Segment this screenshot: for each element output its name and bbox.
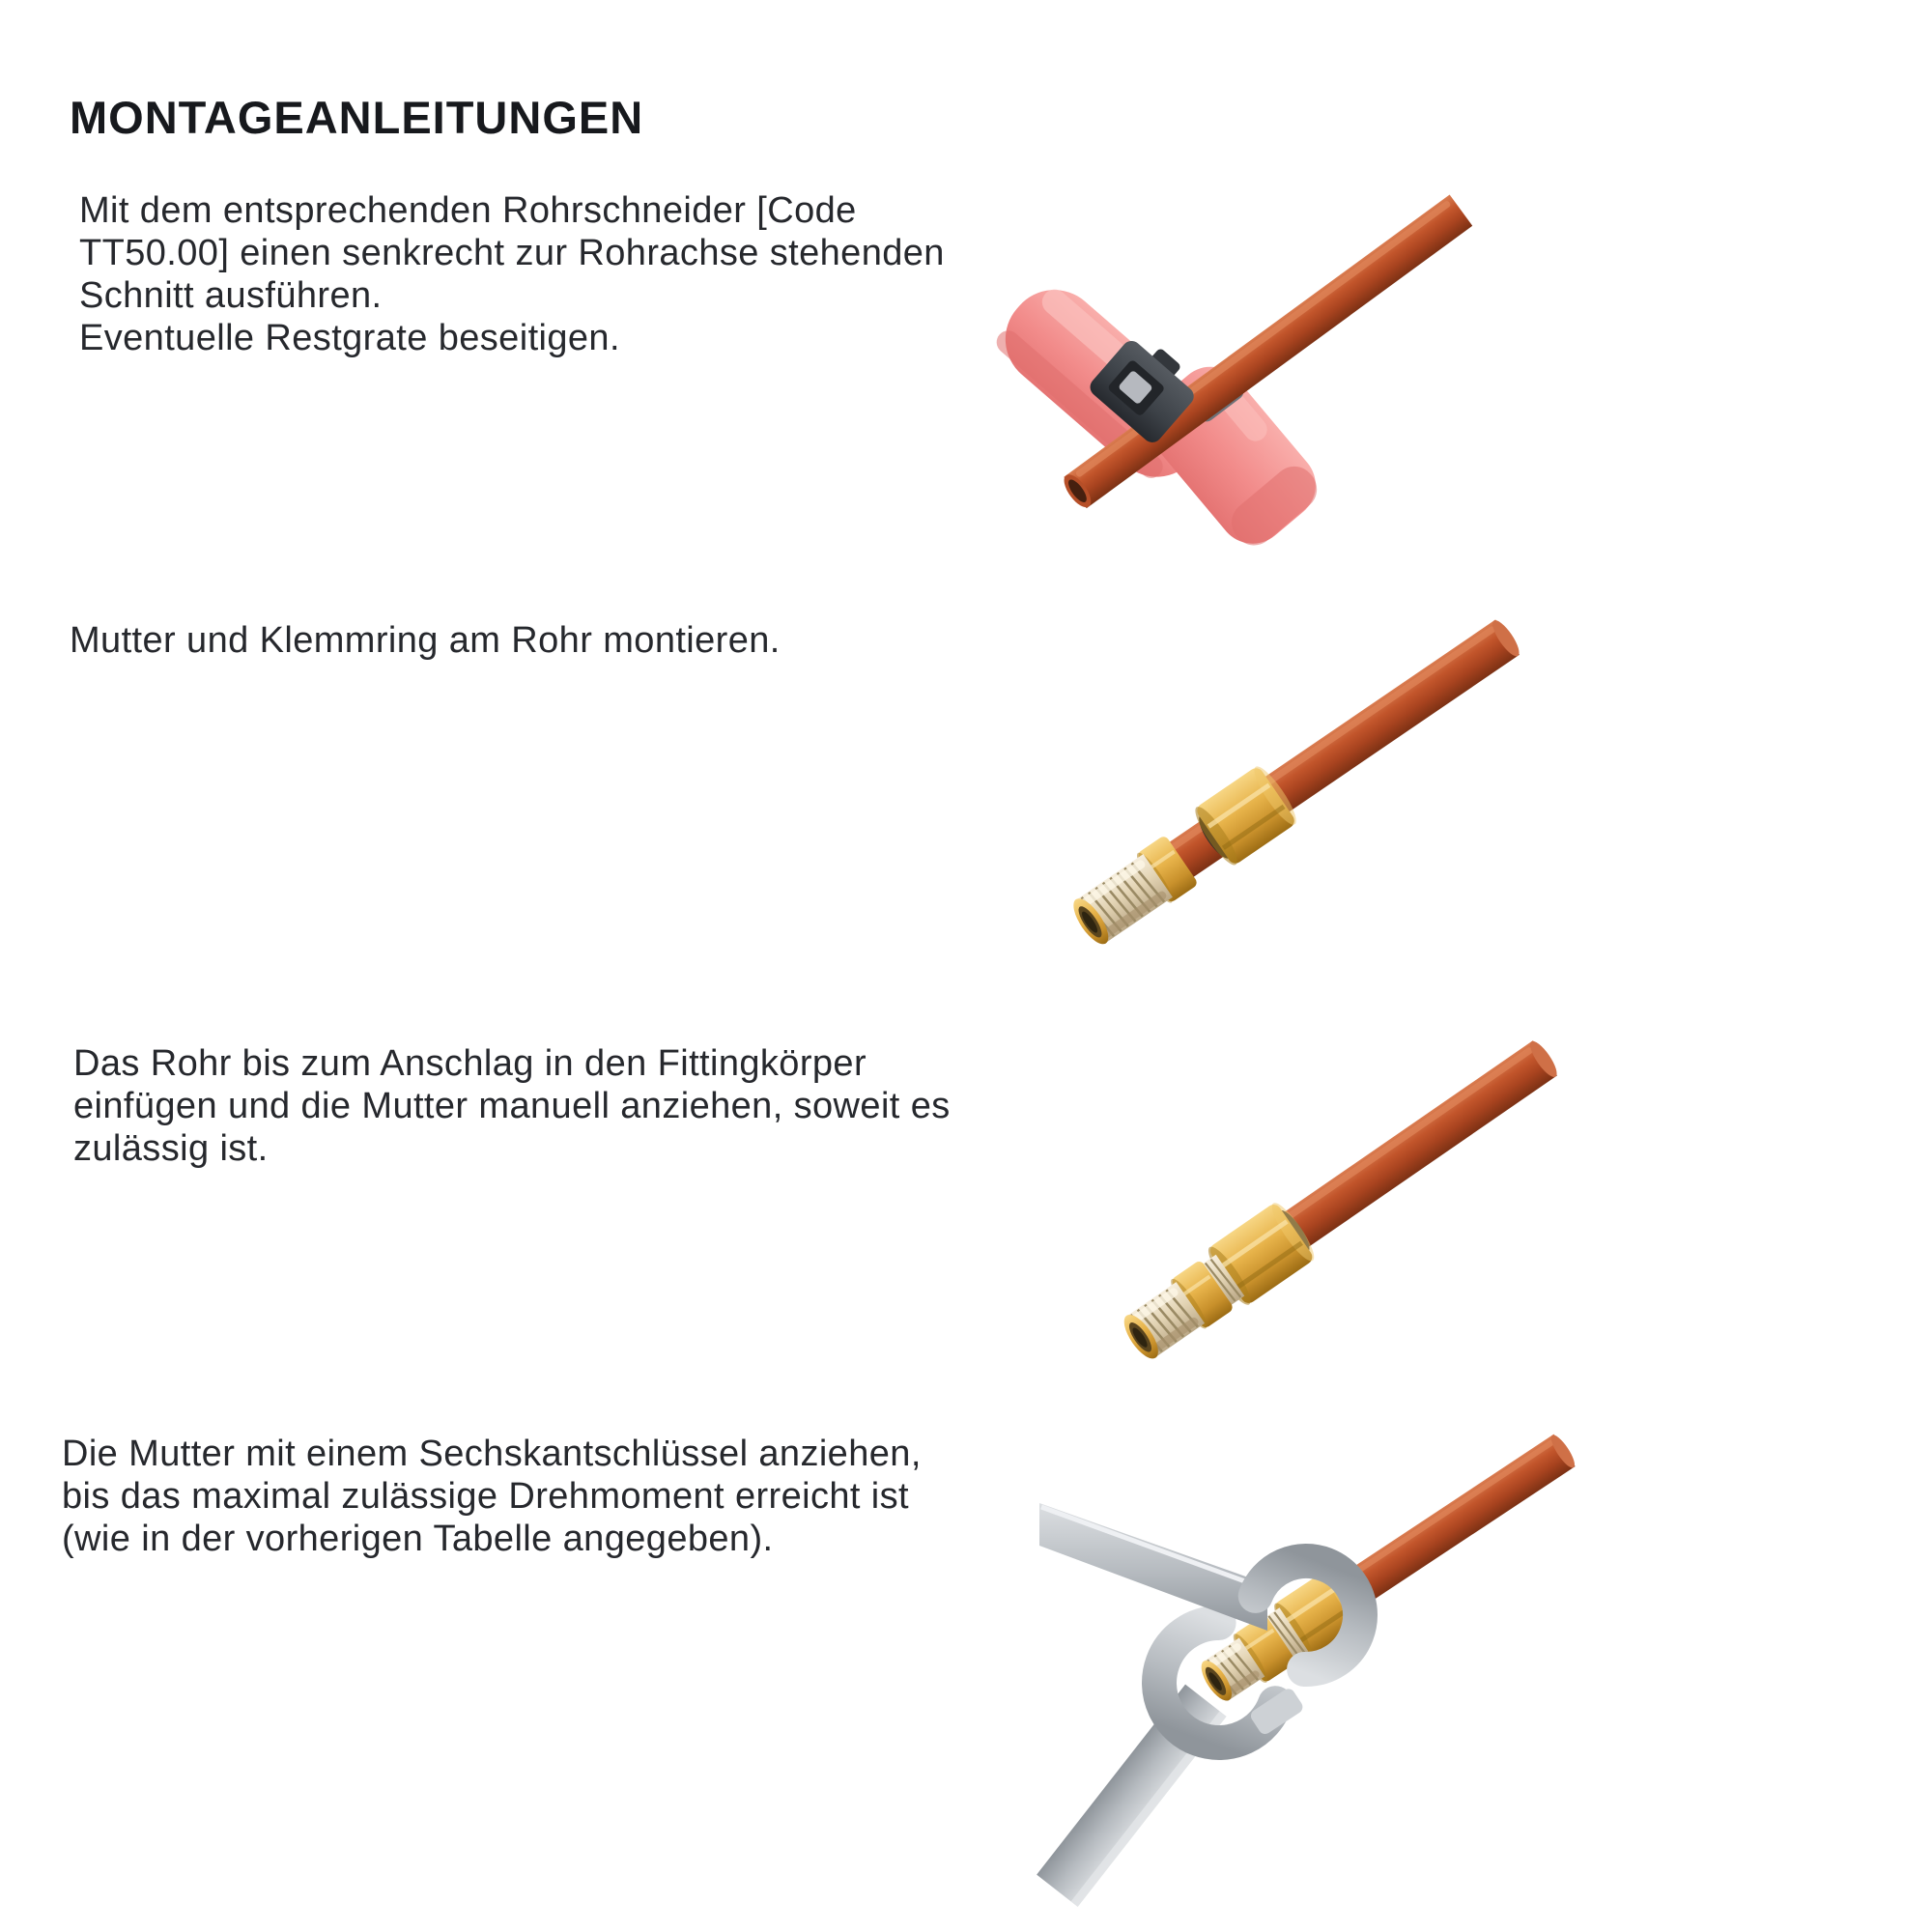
- pipe: [1245, 1037, 1561, 1274]
- clamp-ring-cream: [1264, 1607, 1308, 1662]
- step-4-text: [62, 1433, 922, 1560]
- clamping-ring: [1273, 1207, 1315, 1257]
- pipe-cutter-upper-jaw: [986, 270, 1225, 496]
- text-line: zulässig ist.: [73, 1128, 269, 1169]
- pipe: [1316, 1432, 1578, 1624]
- step-3-text: [73, 1042, 951, 1170]
- clamping-ring: [1194, 810, 1237, 863]
- text-line: Mit dem entsprechenden Rohrschneider [Code: [79, 190, 857, 231]
- text-line: einfügen und die Mutter manuell anziehen, soweit es: [73, 1086, 951, 1126]
- text-line: Schnitt ausführen.: [79, 275, 383, 316]
- clamping-ring: [1330, 1570, 1367, 1616]
- lower-wrench: [1037, 1606, 1295, 1907]
- fitting-tip-opening: [1118, 1310, 1164, 1364]
- pipe-cutter-lower-jaw: [1133, 353, 1329, 557]
- text-line: Das Rohr bis zum Anschlag in den Fittingkörper: [73, 1043, 867, 1084]
- fitting-hex-collar: [1229, 1614, 1297, 1687]
- text-line: Die Mutter mit einem Sechskantschlüssel anziehen,: [62, 1434, 922, 1474]
- fitting-tip-opening: [1196, 1656, 1237, 1705]
- fitting-tip-opening: [1067, 894, 1115, 950]
- text-line: Mutter und Klemmring am Rohr montieren.: [70, 620, 781, 661]
- step-1-text: [79, 189, 945, 359]
- illustration-step-2: [1063, 606, 1531, 956]
- fitting-threads: [1202, 1637, 1264, 1700]
- hex-nut: [1189, 762, 1302, 869]
- text-line: (wie in der vorherigen Tabelle angegeben).: [62, 1519, 774, 1559]
- pipe-cutter-roller: [1187, 370, 1247, 425]
- cutter-blade-housing: [1086, 328, 1205, 446]
- text-line: TT50.00] einen senkrecht zur Rohrachse stehenden: [79, 233, 945, 273]
- text-line: Eventuelle Restgrate beseitigen.: [79, 318, 620, 358]
- pipe: [1059, 195, 1472, 512]
- upper-wrench-jaw: [1236, 1546, 1377, 1686]
- fitting-threads: [1125, 1282, 1205, 1358]
- lower-wrench-jaw: [1143, 1606, 1296, 1760]
- text-line: bis das maximal zulässige Drehmoment erreicht ist: [62, 1476, 910, 1517]
- fitting-threads: [1074, 854, 1172, 944]
- page-title: MONTAGEANLEITUNGEN: [70, 92, 644, 143]
- hex-nut: [1269, 1565, 1369, 1661]
- illustration-step-1: [986, 195, 1472, 558]
- lower-wrench-front-prong: [1248, 1687, 1305, 1737]
- hex-nut: [1203, 1199, 1321, 1310]
- fitting-hex-collar: [1132, 835, 1199, 906]
- fitting-hex-collar: [1166, 1260, 1235, 1332]
- clamp-ring-cream: [1200, 1255, 1244, 1307]
- pipe: [1163, 617, 1523, 882]
- step-2-text: [70, 619, 781, 662]
- illustration-step-4: [1037, 1422, 1585, 1907]
- fitting-assembly: [1191, 1422, 1585, 1713]
- upper-wrench: [1039, 1503, 1376, 1685]
- illustration-step-3: [1113, 1027, 1569, 1372]
